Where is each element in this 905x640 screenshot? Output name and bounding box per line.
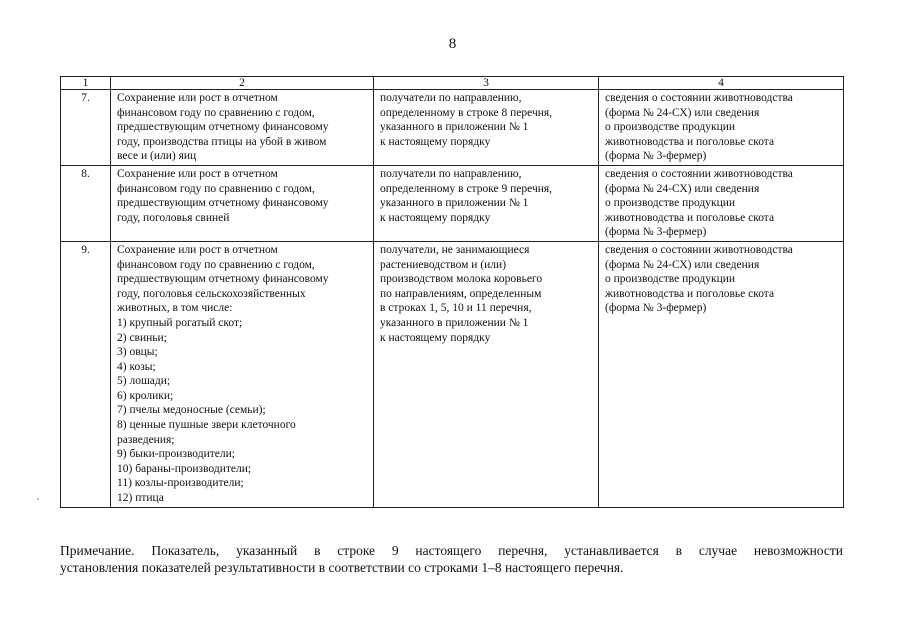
cell-line: о производстве продукции (605, 273, 736, 286)
footnote (60, 542, 843, 576)
column-header: 4 (599, 77, 844, 90)
cell-line: в строках 1, 5, 10 и 11 перечня, (380, 302, 532, 315)
footnote-line: установления показателей результативности в соответствии со строками 1–8 настоящего перечня. (60, 560, 624, 575)
cell-line: 11) козлы-производители; (117, 477, 244, 490)
cell-line: указанного в приложении № 1 (380, 316, 529, 329)
cell-line: животноводства и поголовье скота (605, 135, 775, 148)
cell-line: разведения; (117, 433, 175, 446)
cell-line: животноводства и поголовье скота (605, 287, 775, 300)
table-body (61, 90, 844, 508)
row-number: 8. (61, 165, 111, 241)
cell-line: Сохранение или рост в отчетном (117, 167, 278, 180)
footnote-line: Примечание. Показатель, указанный в строке 9 настоящего перечня, устанавливается в случае невозможности (60, 543, 843, 558)
cell-line: к настоящему порядку (380, 135, 491, 148)
table-header-row (61, 77, 844, 90)
cell-line: 5) лошади; (117, 375, 171, 388)
cell-line: году, поголовья свиней (117, 211, 230, 224)
cell-line: получатели по направлению, (380, 167, 522, 180)
cell-line: Сохранение или рост в отчетном (117, 92, 278, 104)
cell-line: сведения о состоянии животноводства (605, 92, 793, 104)
indicators-table (60, 76, 844, 508)
cell-line: к настоящему порядку (380, 211, 491, 224)
indicator-cell (111, 165, 374, 241)
recipients-cell (374, 241, 599, 507)
source-cell (599, 241, 844, 507)
cell-line: финансовом году по сравнению с годом, (117, 258, 315, 271)
cell-line: предшествующим отчетному финансовому (117, 121, 329, 134)
cell-line: (форма № 3-фермер) (605, 226, 707, 239)
cell-line: животных, в том числе: (117, 302, 233, 315)
cell-line: получатели по направлению, (380, 92, 522, 104)
cell-line: 8) ценные пушные звери клеточного (117, 419, 296, 432)
cell-line: 9) быки-производители; (117, 448, 235, 461)
cell-line: 2) свиньи; (117, 331, 167, 344)
cell-line: животноводства и поголовье скота (605, 211, 775, 224)
cell-line: (форма № 24-СХ) или сведения (605, 258, 760, 271)
column-header: 1 (61, 77, 111, 90)
column-header: 2 (111, 77, 374, 90)
cell-line: 7) пчелы медоносные (семьи); (117, 404, 266, 417)
indicator-cell (111, 241, 374, 507)
cell-line: производством молока коровьего (380, 273, 543, 286)
recipients-cell (374, 165, 599, 241)
cell-line: сведения о состоянии животноводства (605, 243, 793, 256)
table-row (61, 241, 844, 507)
cell-line: 12) птица (117, 492, 164, 505)
cell-line: о производстве продукции (605, 197, 736, 210)
cell-line: определенному в строке 8 перечня, (380, 106, 553, 119)
cell-line: 4) козы; (117, 360, 156, 373)
cell-line: растениеводством и (или) (380, 258, 507, 271)
cell-line: (форма № 3-фермер) (605, 302, 707, 315)
source-cell (599, 165, 844, 241)
source-cell (599, 90, 844, 166)
column-header: 3 (374, 77, 599, 90)
cell-line: 10) бараны-производители; (117, 462, 252, 475)
table-row (61, 90, 844, 166)
page-number: 8 (448, 36, 457, 52)
cell-line: весе и (или) яиц (117, 150, 197, 163)
cell-line: указанного в приложении № 1 (380, 121, 529, 134)
cell-line: предшествующим отчетному финансовому (117, 197, 329, 210)
cell-line: 1) крупный рогатый скот; (117, 316, 243, 329)
cell-line: (форма № 24-СХ) или сведения (605, 182, 760, 195)
cell-line: указанного в приложении № 1 (380, 197, 529, 210)
cell-line: году, производства птицы на убой в живом (117, 135, 327, 148)
indicator-cell (111, 90, 374, 166)
cell-line: сведения о состоянии животноводства (605, 167, 793, 180)
cell-line: финансовом году по сравнению с годом, (117, 182, 315, 195)
row-number: 7. (61, 90, 111, 166)
cell-line: о производстве продукции (605, 121, 736, 134)
cell-line: Сохранение или рост в отчетном (117, 243, 278, 256)
cell-line: 3) овцы; (117, 346, 158, 359)
scan-speck (37, 498, 39, 500)
row-number: 9. (61, 241, 111, 507)
cell-line: (форма № 3-фермер) (605, 150, 707, 163)
recipients-cell (374, 90, 599, 166)
table-row (61, 165, 844, 241)
cell-line: (форма № 24-СХ) или сведения (605, 106, 760, 119)
cell-line: году, поголовья сельскохозяйственных (117, 287, 306, 300)
cell-line: по направлениям, определенным (380, 287, 542, 300)
cell-line: предшествующим отчетному финансовому (117, 273, 329, 286)
cell-line: финансовом году по сравнению с годом, (117, 106, 315, 119)
cell-line: 6) кролики; (117, 389, 174, 402)
cell-line: получатели, не занимающиеся (380, 243, 530, 256)
cell-line: определенному в строке 9 перечня, (380, 182, 553, 195)
cell-line: к настоящему порядку (380, 331, 491, 344)
